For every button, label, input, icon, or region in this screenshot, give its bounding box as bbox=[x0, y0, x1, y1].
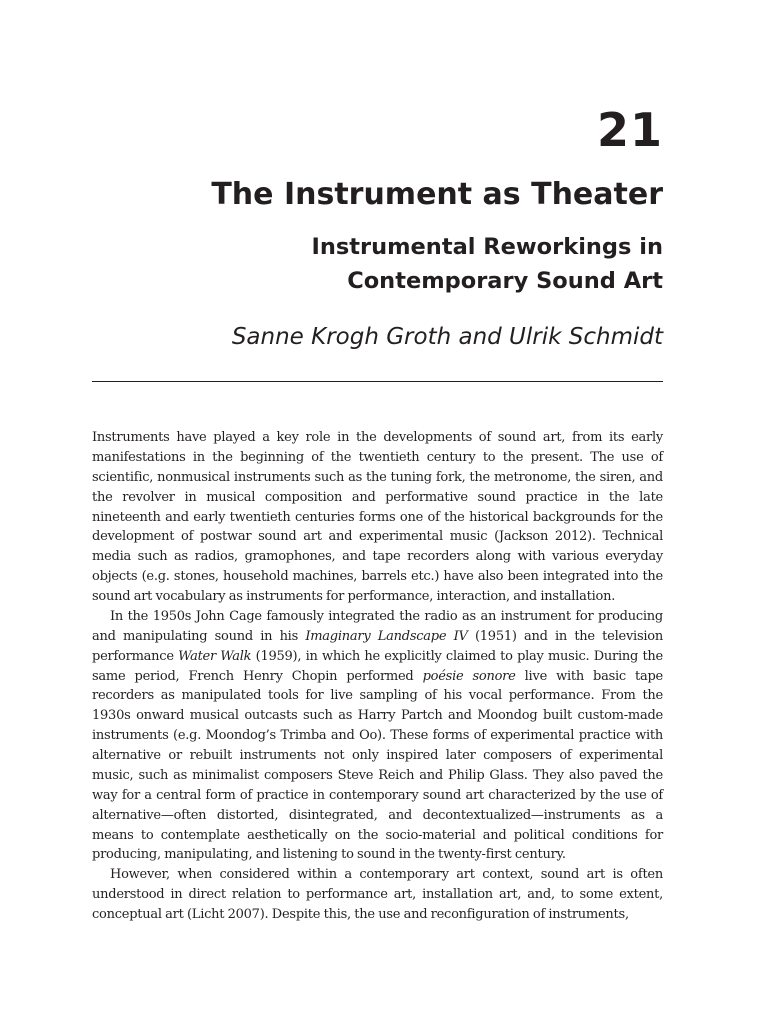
term-poesie-sonore: poésie sonore bbox=[422, 668, 516, 684]
chapter-number: 21 bbox=[596, 103, 663, 157]
paragraph-text: However, when considered within a contemporary art context, sound art is often understood in direct relation to performance art, installation art, and, to some extent, conceptual art (Licht 2007). Despite this, the use and reconfiguration of instruments, bbox=[92, 867, 663, 922]
paragraph-text: (1959), in which he explicitly claimed to play music. During the same period, French Henry Chopin performed bbox=[92, 648, 663, 684]
chapter-body bbox=[92, 428, 663, 925]
chapter-subtitle-line-1: Instrumental Reworkings in bbox=[311, 234, 663, 260]
paragraph-text: Instruments have played a key role in the developments of sound art, from its early manifestations in the beginning of the twentieth century to the present. The use of scientific, nonmusical instruments such as the tuning fork, the metronome, the siren, and the revolver in musical composition and performative sound practice in the late nineteenth and early twentieth centuries forms one of the historical backgrounds for the development of postwar sound art and experimental music (Jackson 2012). Technical media such as radios, gramophones, and tape recorders along with various everyday objects (e.g. stones, household machines, barrels etc.) have also been integrated into the sound art vocabulary as instruments for performance, interaction, and installation. bbox=[92, 430, 663, 604]
chapter-title: The Instrument as Theater bbox=[211, 177, 663, 212]
paragraph-3 bbox=[92, 865, 663, 925]
paragraph-2 bbox=[92, 607, 663, 865]
paragraph-1 bbox=[92, 428, 663, 607]
paragraph-text: live with basic tape recorders as manipulated tools for live sampling of his vocal performance. From the 1930s onward musical outcasts such as Harry Partch and Moondog built custom-made instruments (e.g. Moondog’s Trimba and Oo). These forms of experimental practice with alternative or rebuilt instruments not only inspired later composers of experimental music, such as minimalist composers Steve Reich and Philip Glass. They also paved the way for a central form of practice in contemporary sound art characterized by the use of alternative—often distorted, disintegrated, and decontextualized—instruments as a means to contemplate aesthetically on the socio-material and political conditions for producing, manipulating, and listening to sound in the twenty-first century. bbox=[92, 668, 663, 863]
work-title-imaginary-landscape: Imaginary Landscape IV bbox=[305, 628, 468, 644]
title-divider bbox=[92, 381, 663, 382]
chapter-subtitle-line-2: Contemporary Sound Art bbox=[347, 268, 663, 294]
paragraph-text: (1951) and in the television performance bbox=[92, 628, 663, 664]
paragraph-text: In the 1950s John Cage famously integrated the radio as an instrument for producing and manipulating sound in his bbox=[92, 608, 663, 644]
work-title-water-walk: Water Walk bbox=[178, 648, 252, 664]
chapter-subtitle bbox=[311, 230, 663, 298]
chapter-authors: Sanne Krogh Groth and Ulrik Schmidt bbox=[231, 324, 663, 350]
